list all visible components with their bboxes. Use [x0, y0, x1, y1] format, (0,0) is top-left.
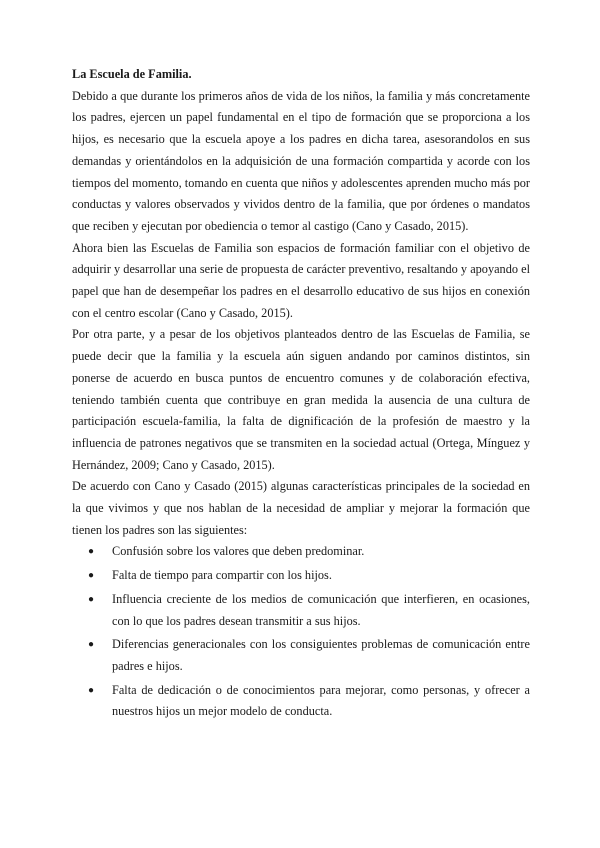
characteristics-list — [88, 541, 530, 723]
bullet-icon: ● — [88, 593, 95, 605]
bullet-icon: ● — [88, 639, 95, 651]
bullet-icon: ● — [88, 546, 95, 558]
list-item — [88, 680, 530, 723]
list-item-text: Diferencias generacionales con los consiguientes problemas de comunicación entre padres e hijos. — [112, 637, 530, 673]
list-item — [88, 541, 530, 563]
list-item — [88, 589, 530, 632]
paragraph-4: De acuerdo con Cano y Casado (2015) algunas características principales de la sociedad en la que vivimos y que nos hablan de la necesidad de ampliar y mejorar la formación que tienen los padres son las siguientes: — [72, 479, 530, 537]
list-item-text: Confusión sobre los valores que deben predominar. — [112, 544, 365, 559]
list-item-text: Falta de dedicación o de conocimientos para mejorar, como personas, y ofrecer a nuestros hijos un mejor modelo de conducta. — [112, 682, 530, 719]
paragraph-2: Ahora bien las Escuelas de Familia son espacios de formación familiar con el objetivo de adquirir y desarrollar una serie de propuesta de carácter preventivo, resaltando y apoyando el papel que han de desempeñar los padres en el desarrollo educativo de sus hijos en conexión con el centro escolar (Cano y Casado, 2015). — [72, 240, 530, 320]
document-title: La Escuela de Familia. — [72, 67, 192, 81]
list-item — [88, 634, 530, 677]
list-item-text: Influencia creciente de los medios de comunicación que interfieren, en ocasiones, con lo que los padres desean transmitir a sus hijos. — [112, 591, 530, 628]
list-item — [88, 565, 530, 587]
paragraph-1: Debido a que durante los primeros años de vida de los niños, la familia y más concretamente los padres, ejercen un papel fundamental en el tipo de formación que se proporciona a los hijos, es necesario que la escuela apoye a los padres en dicha tarea, asesorandolos en sus demandas y orientándolos en la adquisición de una formación compartida y acorde con los tiempos del momento, tomando en cuenta que niños y adolescentes aprenden mucho más por conductas y valores observados y vividos dentro de la familia, que por órdenes o mandatos que reciben y ejecutan por obediencia o temor al castigo (Cano y Casado, 2015). — [72, 88, 530, 233]
document-page — [72, 64, 530, 725]
bullet-icon: ● — [88, 570, 95, 582]
paragraph-3: Por otra parte, y a pesar de los objetivos planteados dentro de las Escuelas de Familia, se puede decir que la familia y la escuela aún siguen andando por caminos distintos, sin ponerse de acuerdo en busca puntos de encuentro comunes y de colaboración efectiva, teniendo también cuenta que contribuye en gran medida la ausencia de una cultura de participación escuela-familia, la falta de dignificación de la profesión de maestro y la influencia de patrones negativos que se transmiten en la sociedad actual (Ortega, Mínguez y Hernández, 2009; Cano y Casado, 2015). — [72, 327, 530, 472]
list-item-text: Falta de tiempo para compartir con los hijos. — [112, 568, 332, 583]
bullet-icon: ● — [88, 684, 95, 696]
